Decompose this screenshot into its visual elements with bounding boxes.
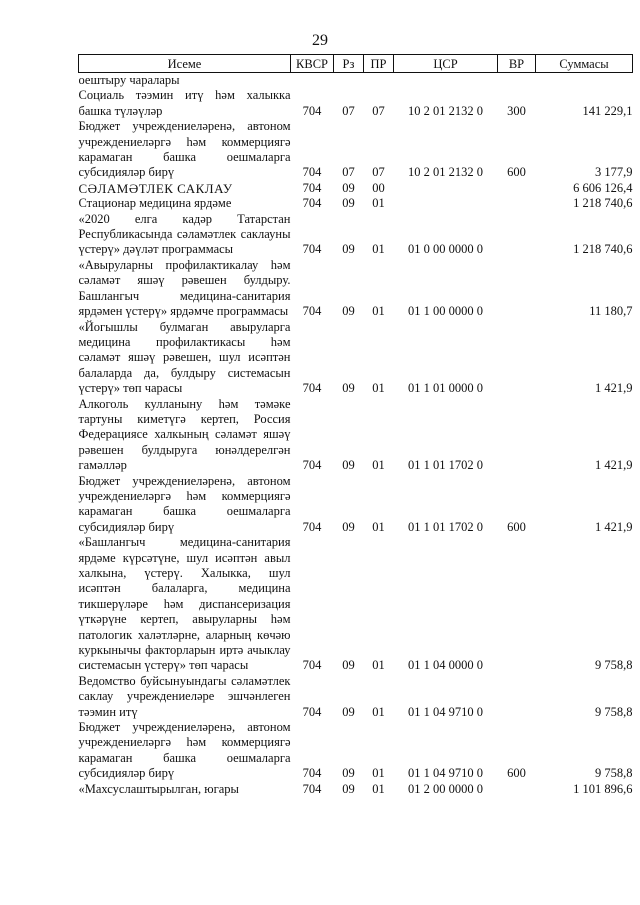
table-row bbox=[79, 320, 633, 397]
cell-kvsr: 704 bbox=[302, 381, 322, 396]
budget-table bbox=[78, 54, 633, 797]
header-kvsr: КВСР bbox=[291, 55, 334, 73]
cell-rz: 09 bbox=[342, 519, 355, 534]
cell-vr: 600 bbox=[507, 519, 526, 534]
cell-pr: 00 bbox=[372, 180, 385, 195]
cell-vr bbox=[498, 782, 536, 797]
cell-sum: 1 101 896,6 bbox=[573, 781, 633, 796]
cell-pr: 01 bbox=[372, 704, 385, 719]
cell-csr: 01 1 01 0000 0 bbox=[408, 381, 483, 396]
cell-pr: 07 bbox=[372, 103, 385, 118]
cell-vr bbox=[498, 320, 536, 397]
table-row bbox=[79, 258, 633, 320]
cell-pr: 01 bbox=[372, 519, 385, 534]
cell-pr: 01 bbox=[372, 242, 385, 257]
header-name: Исеме bbox=[79, 55, 291, 73]
cell-pr: 01 bbox=[372, 304, 385, 319]
table-row bbox=[79, 474, 633, 536]
cell-csr: 01 1 04 0000 0 bbox=[408, 658, 483, 673]
cell-rz: 09 bbox=[342, 766, 355, 781]
cell-name: Бюджет учреждениеләренә, автоном учреждениеләргә һәм коммерциягә карамаган башка оешмаларга субсидияләр бирү bbox=[78, 720, 291, 781]
cell-csr bbox=[394, 196, 498, 211]
cell-rz: 07 bbox=[342, 103, 355, 118]
cell-rz: 09 bbox=[342, 658, 355, 673]
header-pr: ПР bbox=[364, 55, 394, 73]
cell-name: Социаль тәэмин итү һәм халыкка башка түләүләр bbox=[78, 88, 291, 118]
cell-sum: 1 421,9 bbox=[595, 458, 633, 473]
table-row bbox=[79, 73, 633, 89]
cell-rz: 09 bbox=[342, 304, 355, 319]
cell-name: Ведомство буйсынуындагы сәламәтлек саклау учреждениеләре эшчәнлеген тәэмин итү bbox=[78, 673, 291, 719]
cell-vr bbox=[498, 674, 536, 720]
cell-csr: 01 1 01 1702 0 bbox=[408, 458, 483, 473]
cell-sum: 9 758,8 bbox=[595, 766, 633, 781]
cell-name: Бюджет учреждениеләренә, автоном учреждениеләргә һәм коммерциягә карамаган башка оешмаларга субсидияләр бирү bbox=[78, 473, 291, 534]
cell-rz: 09 bbox=[342, 381, 355, 396]
table-row bbox=[79, 782, 633, 797]
cell-sum: 1 218 740,6 bbox=[573, 242, 633, 257]
cell-kvsr: 704 bbox=[302, 781, 322, 796]
cell-pr: 01 bbox=[372, 381, 385, 396]
cell-kvsr: 704 bbox=[302, 103, 322, 118]
cell-sum: 6 606 126,4 bbox=[573, 180, 633, 195]
cell-sum: 3 177,9 bbox=[595, 165, 633, 180]
cell-csr: 01 1 04 9710 0 bbox=[408, 766, 483, 781]
cell-csr bbox=[394, 73, 498, 89]
cell-csr: 10 2 01 2132 0 bbox=[408, 165, 483, 180]
cell-rz: 09 bbox=[342, 242, 355, 257]
table-row bbox=[79, 397, 633, 474]
cell-kvsr: 704 bbox=[302, 519, 322, 534]
cell-kvsr: 704 bbox=[302, 658, 322, 673]
cell-vr bbox=[498, 397, 536, 474]
table-row bbox=[79, 535, 633, 674]
cell-csr: 01 0 00 0000 0 bbox=[408, 242, 483, 257]
cell-rz: 09 bbox=[342, 458, 355, 473]
cell-vr bbox=[498, 73, 536, 89]
cell-sum: 1 421,9 bbox=[595, 381, 633, 396]
cell-name: Алкоголь кулланыну һәм тәмәке тартуны киметүгә кертеп, Россия Федерациясе халкының сәламәт яшәү рәвешен булдыруга юнәлдерелгән гамәлләр bbox=[78, 396, 291, 473]
cell-pr: 01 bbox=[372, 781, 385, 796]
header-rz: Рз bbox=[334, 55, 364, 73]
cell-rz: 09 bbox=[342, 196, 355, 211]
cell-pr: 01 bbox=[372, 458, 385, 473]
cell-vr bbox=[498, 212, 536, 258]
cell-name: «Авыруларны профилактикалау һәм сәламәт яшәү рәвешен булдыру. Башлангыч медицина-санитария ярдәмен үстерү» ярдәмче программасы bbox=[78, 257, 291, 319]
page-number: 29 bbox=[312, 32, 328, 49]
cell-kvsr bbox=[291, 73, 334, 89]
cell-name: Бюджет учреждениеләренә, автоном учреждениеләргә һәм коммерциягә карамаган башка оешмаларга субсидияләр бирү bbox=[78, 119, 291, 180]
cell-rz bbox=[334, 73, 364, 89]
cell-vr bbox=[498, 258, 536, 320]
cell-name: Стационар медицина ярдәме bbox=[78, 196, 232, 211]
cell-kvsr: 704 bbox=[302, 196, 322, 211]
cell-csr: 01 1 01 1702 0 bbox=[408, 519, 483, 534]
cell-csr bbox=[394, 181, 498, 196]
cell-vr: 600 bbox=[507, 165, 526, 180]
cell-kvsr: 704 bbox=[302, 165, 322, 180]
table-header-row bbox=[79, 55, 633, 73]
cell-name: «Йогышлы булмаган авыруларга медицина профилактикасы һәм сәламәт яшәү рәвешен, шул исәптән балаларда да, булдыру системасын үстерү» төп чарасы bbox=[78, 319, 291, 396]
cell-name: «Башлангыч медицина-санитария ярдәме күрсәтүне, шул исәптән авыл халкына, үстерү. Халыкка, шул исәптән балаларга, медицина тикшерүләре һәм диспансеризация үткәрүне кертеп, авыруларны һәм патологик халәтләрне, аларның көчәю куркынычы факторларын иртә ачыклау системасын үстерү» төп чарасы bbox=[78, 535, 291, 673]
cell-rz: 09 bbox=[342, 180, 355, 195]
cell-sum: 9 758,8 bbox=[595, 704, 633, 719]
table-row bbox=[79, 119, 633, 181]
table-row bbox=[79, 181, 633, 196]
cell-rz: 09 bbox=[342, 704, 355, 719]
table-body bbox=[79, 73, 633, 798]
table-row bbox=[79, 196, 633, 211]
cell-vr bbox=[498, 535, 536, 674]
header-vr: ВР bbox=[498, 55, 536, 73]
cell-vr bbox=[498, 196, 536, 211]
cell-name: «Махсуслаштырылган, югары bbox=[78, 781, 239, 796]
cell-pr: 01 bbox=[372, 766, 385, 781]
cell-sum: 1 421,9 bbox=[595, 519, 633, 534]
cell-csr: 01 1 00 0000 0 bbox=[408, 304, 483, 319]
cell-pr: 01 bbox=[372, 196, 385, 211]
table-row bbox=[79, 212, 633, 258]
cell-sum: 1 218 740,6 bbox=[573, 196, 633, 211]
cell-sum bbox=[536, 73, 633, 89]
table-row bbox=[79, 720, 633, 782]
cell-csr: 01 1 04 9710 0 bbox=[408, 704, 483, 719]
cell-pr bbox=[364, 73, 394, 89]
cell-kvsr: 704 bbox=[302, 766, 322, 781]
cell-csr: 01 2 00 0000 0 bbox=[408, 781, 483, 796]
cell-sum: 9 758,8 bbox=[595, 658, 633, 673]
cell-kvsr: 704 bbox=[302, 180, 322, 195]
cell-vr bbox=[498, 181, 536, 196]
cell-pr: 01 bbox=[372, 658, 385, 673]
cell-name: СӘЛАМӘТЛЕК САКЛАУ bbox=[78, 180, 233, 196]
cell-csr: 10 2 01 2132 0 bbox=[408, 103, 483, 118]
cell-kvsr: 704 bbox=[302, 458, 322, 473]
cell-kvsr: 704 bbox=[302, 704, 322, 719]
header-sum: Суммасы bbox=[536, 55, 633, 73]
cell-name: оештыру чаралары bbox=[78, 73, 180, 87]
cell-pr: 07 bbox=[372, 165, 385, 180]
table-row bbox=[79, 674, 633, 720]
cell-sum: 11 180,7 bbox=[589, 304, 633, 319]
cell-sum: 141 229,1 bbox=[582, 103, 633, 118]
cell-kvsr: 704 bbox=[302, 304, 322, 319]
header-csr: ЦСР bbox=[394, 55, 498, 73]
cell-rz: 07 bbox=[342, 165, 355, 180]
cell-vr: 300 bbox=[507, 103, 526, 118]
table-row bbox=[79, 88, 633, 119]
cell-kvsr: 704 bbox=[302, 242, 322, 257]
cell-vr: 600 bbox=[507, 766, 526, 781]
cell-name: «2020 елга кадәр Татарстан Республикасында сәламәтлек саклауны үстерү» дәүләт программасы bbox=[78, 211, 291, 257]
cell-rz: 09 bbox=[342, 781, 355, 796]
